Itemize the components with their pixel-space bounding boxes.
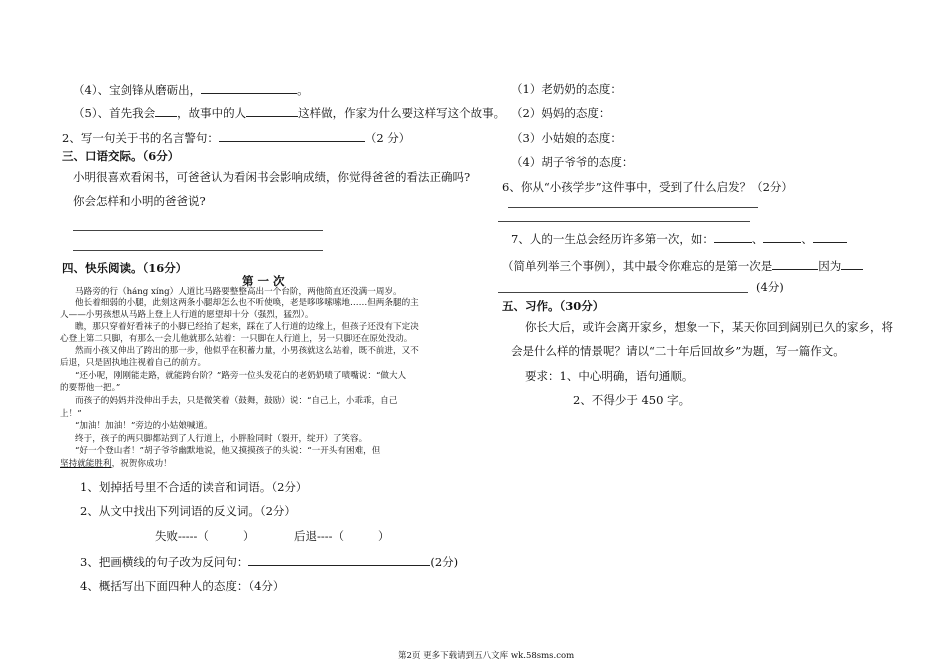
section-4-title: 四、快乐阅读。（16分） bbox=[62, 261, 188, 275]
story-line: 终于，孩子的两只脚都站到了人行道上，小胖脸同时（裂开，绽开）了笑容。 bbox=[75, 434, 368, 444]
read-q3-text: 3、把画横线的句子改为反问句： bbox=[80, 555, 249, 569]
q5-blank-2[interactable] bbox=[246, 105, 298, 117]
story-title: 第 一 次 bbox=[242, 274, 285, 288]
question-7-line2-text: （简单列举三个事例），其中最令你难忘的是第一次是 bbox=[502, 259, 773, 273]
attitude-grandma: （1）老奶奶的态度： bbox=[511, 82, 622, 96]
because-blank[interactable] bbox=[841, 258, 863, 270]
question-6: 6、你从“小孩学步”这件事中，受到了什么启发？（2分） bbox=[502, 180, 793, 194]
q5-text-c: 这样做，作家为什么要这样写这个故事。 bbox=[298, 106, 506, 120]
read-q1: 1、划掉括号里不合适的读音和词语。（2分） bbox=[80, 480, 308, 494]
question-7-score: (4分) bbox=[756, 280, 784, 294]
story-line: 人——小男孩想从马路上登上人行道的愿望却十分（强烈，猛烈）。 bbox=[60, 310, 314, 320]
q4-fill-line bbox=[73, 82, 309, 97]
because-text: 因为 bbox=[818, 259, 842, 273]
story-line: “还小呢，刚刚能走路，就能跨台阶？”路旁一位头发花白的老奶奶啧了啧嘴说：“做大人 bbox=[75, 371, 407, 381]
example-blank-1[interactable] bbox=[714, 231, 752, 243]
q5-text-a: （5）、首先我会 bbox=[73, 106, 156, 120]
answer-line[interactable] bbox=[498, 221, 750, 222]
example-blank-2[interactable] bbox=[763, 231, 801, 243]
antonym-1-label: 失败-----（ bbox=[155, 529, 209, 543]
story-line: 瞧，那只穿着好看袜子的小脚已经抬了起来，踩在了人行道的边缘上，但孩子还没有下定决 bbox=[75, 322, 419, 332]
story-line-last bbox=[60, 459, 172, 470]
read-q3-blank[interactable] bbox=[248, 554, 430, 566]
essay-prompt-1: 你长大后，或许会离开家乡，想象一下，某天你回到阔别已久的家乡，将 bbox=[525, 320, 893, 334]
section-5-title: 五、习作。（30分） bbox=[502, 299, 605, 313]
answer-line[interactable] bbox=[508, 207, 758, 208]
quote-score: （2 分） bbox=[364, 131, 411, 145]
sep-1: 、 bbox=[751, 232, 764, 246]
attitude-mother: （2）妈妈的态度： bbox=[511, 106, 611, 120]
attitude-grandpa: （4）胡子爷爷的态度： bbox=[511, 155, 634, 169]
story-line: 他长着细弱的小腿，此刻这两条小腿却怎么也不听使唤，老是哆哆嗦嗦地……但两条腿的主 bbox=[75, 298, 419, 308]
essay-prompt-2: 会是什么样的情景呢？请以“二十年后回故乡”为题，写一篇作文。 bbox=[511, 344, 845, 358]
story-line: 上！” bbox=[60, 409, 82, 419]
story-line: 而孩子的妈妈并没伸出手去，只是微笑着（鼓舞，鼓励）说：“自己上，小乖乖，自己 bbox=[75, 396, 398, 406]
story-line: “好一个登山者！”胡子爷爷幽默地说，他又摸摸孩子的头说：“一开头有困难，但 bbox=[75, 446, 381, 456]
story-last-rest: ，祝贺你成功！ bbox=[111, 459, 172, 469]
q4-text: （4）、宝剑锋从磨砺出， bbox=[73, 83, 202, 97]
q4-end: 。 bbox=[297, 83, 309, 97]
antonym-1-close: ） bbox=[242, 529, 255, 543]
q5-fill-line bbox=[73, 105, 505, 120]
section-3-prompt: 小明很喜欢看闲书，可爸爸认为看闲书会影响成绩，你觉得爸爸的看法正确吗? bbox=[73, 170, 471, 184]
quote-question-text: 2、写一句关于书的名言警句： bbox=[62, 131, 219, 145]
read-q4: 4、概括写出下面四种人的态度：（4分） bbox=[80, 579, 285, 593]
story-line: 的要帮他一把。” bbox=[60, 383, 121, 393]
q5-text-b: ，故事中的人 bbox=[177, 106, 247, 120]
underlined-sentence: 坚持就能胜利 bbox=[60, 459, 112, 469]
question-7 bbox=[511, 231, 847, 246]
story-line: “加油！加油！”旁边的小姑娘喊道。 bbox=[75, 421, 213, 431]
read-q3-score: (2分) bbox=[430, 555, 459, 569]
story-line: 后退，只是固执地注视着自己的前方。 bbox=[60, 358, 207, 368]
story-line: 马路旁的行（háng xíng）人道比马路要整整高出一个台阶，两他简直还没满一周岁。 bbox=[75, 287, 402, 297]
quote-blank[interactable] bbox=[219, 130, 365, 142]
antonym-2-close: ） bbox=[378, 529, 390, 543]
example-blank-3[interactable] bbox=[813, 231, 847, 243]
question-7-text: 7、人的一生总会经历许多第一次，如： bbox=[511, 232, 714, 246]
attitude-girl: （3）小姑娘的态度： bbox=[511, 131, 622, 145]
section-3-question: 你会怎样和小明的爸爸说? bbox=[73, 194, 206, 208]
section-3-title: 三、口语交际。（6分） bbox=[62, 149, 180, 163]
essay-requirement-1: 要求：1、中心明确，语句通顺。 bbox=[525, 369, 694, 383]
essay-requirement-2: 2、不得少于 450 字。 bbox=[573, 393, 691, 407]
antonym-1 bbox=[155, 529, 254, 543]
q4-blank[interactable] bbox=[201, 82, 297, 94]
answer-line[interactable] bbox=[73, 250, 323, 251]
read-q3 bbox=[80, 554, 458, 569]
quote-question bbox=[62, 130, 410, 145]
story-line: 然而小孩又伸出了跨出的那一步，他似乎在积蓄力量，小男孩就这么站着，既不前进，又不 bbox=[75, 346, 419, 356]
sep-2: 、 bbox=[801, 232, 813, 246]
first-time-blank[interactable] bbox=[772, 258, 818, 270]
antonym-2 bbox=[294, 529, 390, 543]
q5-blank-1[interactable] bbox=[155, 105, 177, 117]
story-line: 心登上第二只脚，有那么一会儿他就那么站着：一只脚在人行道上，另一只脚还在原处没动。 bbox=[60, 334, 413, 344]
read-q2: 2、从文中找出下列词语的反义词。（2分） bbox=[80, 504, 296, 518]
antonym-2-label: 后退----（ bbox=[294, 529, 345, 543]
page-footer: 第2页 更多下载请到五八文库 wk.58sms.com bbox=[398, 651, 575, 661]
answer-line[interactable] bbox=[73, 230, 323, 231]
answer-line[interactable] bbox=[498, 292, 748, 293]
question-7-line2 bbox=[502, 258, 863, 273]
